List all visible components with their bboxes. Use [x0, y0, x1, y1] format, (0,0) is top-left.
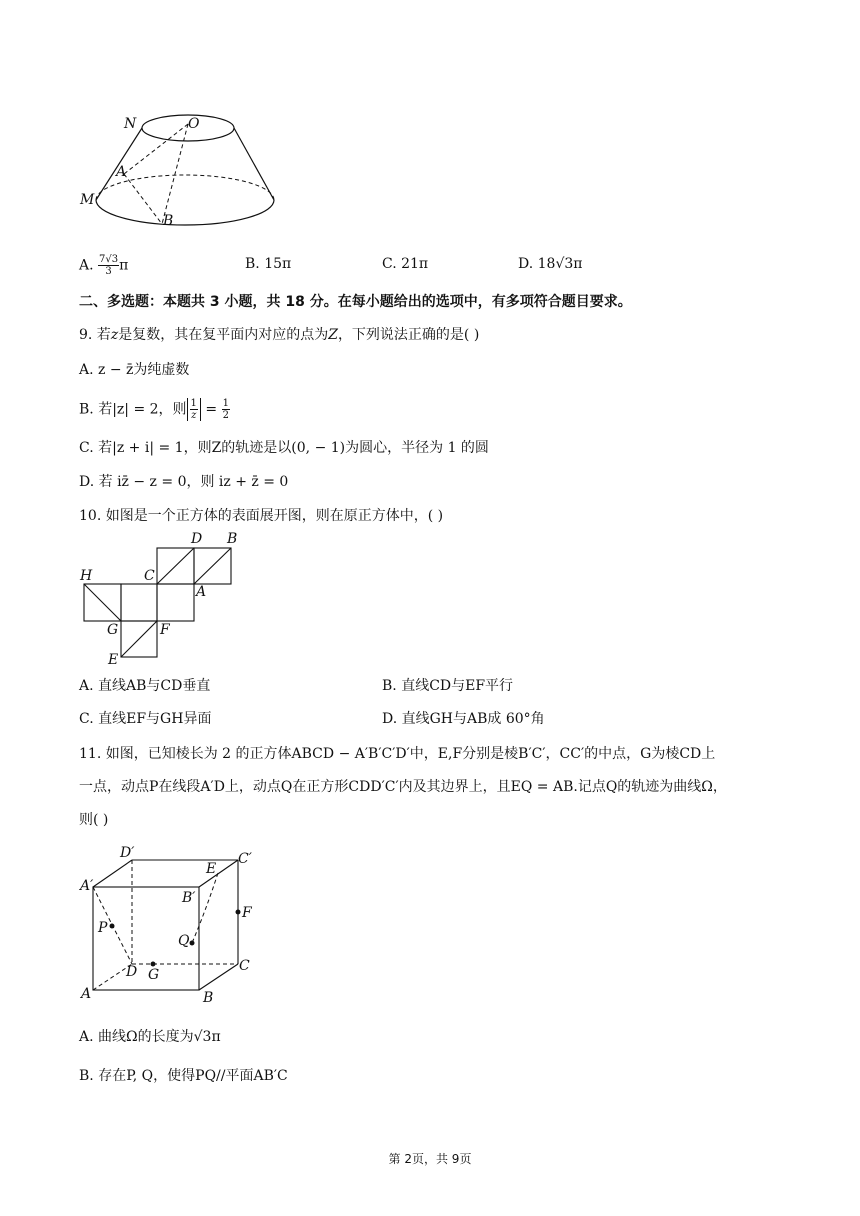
q8-option-a-den: 3 — [105, 266, 112, 277]
q8-option-a-fraction — [98, 254, 119, 277]
point-P — [110, 924, 115, 929]
q9-option-b-part1: B. 若|z| = 2，则 — [79, 401, 187, 418]
cube-label-E: E — [206, 861, 217, 877]
cube-label-P: P — [98, 920, 108, 936]
label-A: A — [116, 164, 127, 180]
q10-option-d[interactable]: D. 直线GH与AB成 60°角 — [382, 711, 545, 727]
q9-option-b-abs — [187, 398, 201, 421]
q9-stem-z: z — [110, 327, 119, 343]
cube-net-figure — [80, 540, 240, 670]
q8-option-c[interactable]: C. 21π — [382, 256, 429, 272]
q8-option-a-prefix: A. — [79, 257, 99, 274]
label-B: B — [163, 213, 174, 229]
q11-stem-line1: 11. 如图，已知棱长为 2 的正方体ABCD − A′B′C′D′中，E,F分别是棱B′C′，CC′的中点，G为棱CD上 — [79, 746, 716, 762]
label-M: M — [80, 192, 95, 208]
q9-option-b-half-num: 1 — [222, 398, 229, 409]
cube-label-D: D — [126, 964, 138, 980]
point-F — [236, 910, 241, 915]
net-label-G: G — [107, 622, 119, 638]
q9-option-b-frac-den: z — [191, 410, 197, 421]
q9-stem-part2: 是复数，其在复平面内对应的点为 — [118, 327, 329, 343]
net-label-C: C — [144, 568, 155, 584]
q11-stem-line3: 则( ) — [79, 812, 109, 828]
label-N: N — [124, 116, 137, 132]
net-label-B: B — [227, 531, 238, 547]
q9-option-b-half — [222, 398, 230, 421]
net-label-E: E — [108, 652, 119, 668]
frustum-figure — [76, 108, 286, 234]
q8-option-a[interactable] — [79, 254, 128, 277]
q9-option-c[interactable]: C. 若|z + i| = 1，则Z的轨迹是以(0, − 1)为圆心，半径为 1 的圆 — [79, 440, 489, 456]
q10-option-a[interactable]: A. 直线AB与CD垂直 — [79, 678, 211, 694]
net-label-H: H — [80, 568, 93, 584]
net-label-F: F — [160, 622, 170, 638]
q9-option-b[interactable] — [79, 398, 230, 421]
cube-label-C1: C′ — [238, 851, 252, 867]
cube-label-D1: D′ — [120, 845, 135, 861]
net-label-A: A — [196, 584, 207, 600]
q9-stem-Z: Z — [328, 327, 338, 343]
page-footer: 第 2页，共 9页 — [388, 1152, 472, 1166]
q9-stem — [79, 325, 479, 345]
net-label-D: D — [191, 531, 203, 547]
label-O: O — [188, 116, 200, 132]
cube-label-B1: B′ — [182, 890, 196, 906]
cube-label-Q: Q — [178, 933, 190, 949]
section-heading: 二、多选题：本题共 3 小题，共 18 分。在每小题给出的选项中，有多项符合题目要求。 — [79, 294, 632, 310]
q11-stem-line2: 一点，动点P在线段A′D上，动点Q在正方形CDD′C′内及其边界上，且EQ = AB.记点Q的轨迹为曲线Ω， — [79, 779, 727, 795]
q9-option-b-frac — [190, 398, 198, 421]
q9-option-d[interactable]: D. 若 iz̄ − z = 0，则 iz + z̄ = 0 — [79, 474, 289, 490]
cube-label-G: G — [148, 967, 160, 983]
q11-option-a[interactable]: A. 曲线Ω的长度为√3π — [79, 1029, 221, 1045]
q9-stem-part3: ，下列说法正确的是( ) — [337, 327, 480, 343]
cube-label-F: F — [242, 905, 252, 921]
q11-option-b[interactable]: B. 存在P, Q，使得PQ//平面AB′C — [79, 1068, 288, 1084]
cube-label-B: B — [203, 990, 214, 1006]
q8-option-d[interactable]: D. 18√3π — [518, 256, 583, 272]
q10-option-b[interactable]: B. 直线CD与EF平行 — [382, 678, 514, 694]
q9-option-b-frac-num: 1 — [190, 398, 197, 409]
q10-stem: 10. 如图是一个正方体的表面展开图，则在原正方体中，( ) — [79, 508, 444, 524]
q9-option-b-part2: = — [200, 401, 222, 418]
q8-option-b[interactable]: B. 15π — [245, 256, 292, 272]
point-Q — [190, 941, 195, 946]
cube-label-A1: A′ — [80, 878, 94, 894]
point-G — [151, 962, 156, 967]
cube-label-C: C — [239, 958, 250, 974]
q9-stem-part1: 9. 若 — [79, 327, 111, 343]
q9-option-b-half-den: 2 — [222, 410, 229, 421]
q10-option-c[interactable]: C. 直线EF与GH异面 — [79, 711, 212, 727]
cube-label-A: A — [81, 986, 92, 1002]
q8-option-a-num: 7√3 — [99, 254, 119, 265]
q8-option-a-suffix: π — [119, 257, 129, 274]
q9-option-a[interactable]: A. z − z̄为纯虚数 — [79, 362, 190, 378]
